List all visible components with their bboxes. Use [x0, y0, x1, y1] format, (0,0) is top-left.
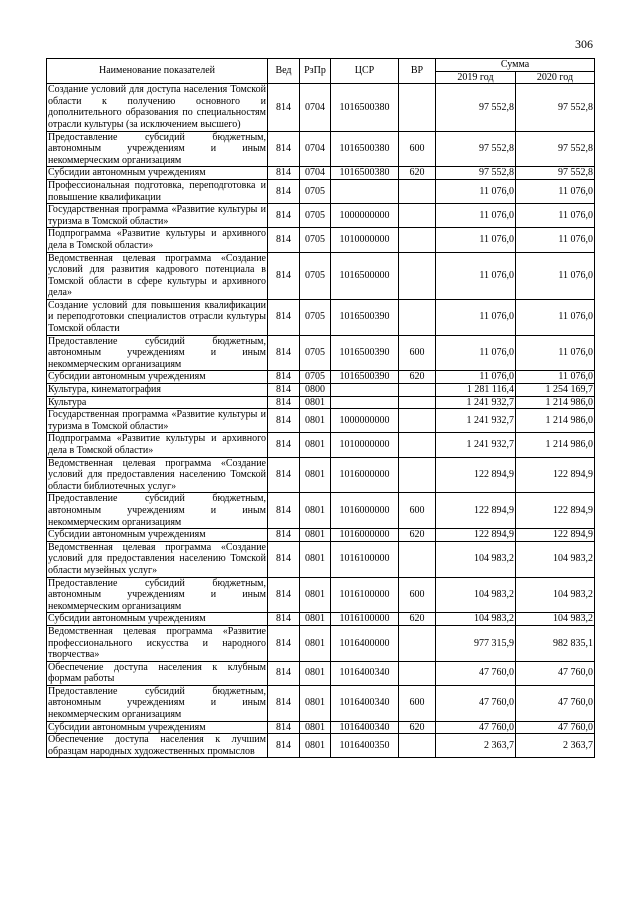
row-name: Предоставление субсидий бюджетным, автономным учреждениям и иным некоммерческим организациям [48, 577, 266, 612]
row-csr: 1016100000 [331, 541, 399, 577]
table-row [47, 204, 595, 228]
row-csr: 1016100000 [331, 613, 399, 626]
row-ved: 814 [268, 204, 300, 228]
header-vr: ВР [399, 59, 436, 84]
table-row [47, 179, 595, 203]
row-amount-2019: 11 076,0 [436, 299, 516, 335]
row-ved: 814 [268, 577, 300, 613]
row-ved: 814 [268, 396, 300, 409]
row-vr [399, 84, 436, 131]
row-csr: 1016100000 [331, 577, 399, 613]
table-row [47, 541, 595, 577]
row-rzpr: 0704 [300, 84, 331, 131]
row-amount-2019: 47 760,0 [436, 685, 516, 721]
row-amount-2020: 47 760,0 [516, 661, 595, 685]
row-amount-2019: 11 076,0 [436, 371, 516, 384]
row-csr: 1016500380 [331, 84, 399, 131]
row-amount-2020: 11 076,0 [516, 371, 595, 384]
row-amount-2020: 104 983,2 [516, 577, 595, 613]
row-vr [399, 661, 436, 685]
table-row [47, 721, 595, 734]
row-rzpr: 0801 [300, 685, 331, 721]
row-ved: 814 [268, 371, 300, 384]
row-amount-2019: 11 076,0 [436, 335, 516, 371]
table-row [47, 252, 595, 299]
row-rzpr: 0801 [300, 529, 331, 542]
row-rzpr: 0801 [300, 396, 331, 409]
row-ved: 814 [268, 493, 300, 529]
row-csr [331, 179, 399, 203]
row-csr: 1016000000 [331, 529, 399, 542]
row-name: Субсидии автономным учреждениям [47, 371, 268, 384]
header-name: Наименование показателей [47, 59, 268, 84]
row-name: Создание условий для повышения квалификации и переподготовки специалистов отрасли культуры Томской области [48, 299, 266, 335]
table-body [47, 84, 595, 758]
row-vr [399, 396, 436, 409]
table-row [47, 734, 595, 758]
row-name: Субсидии автономным учреждениям [47, 721, 268, 734]
row-ved: 814 [268, 384, 300, 397]
row-amount-2019: 104 983,2 [436, 613, 516, 626]
header-sum: Сумма [436, 59, 595, 72]
table-row [47, 625, 595, 661]
row-rzpr: 0801 [300, 493, 331, 529]
row-ved: 814 [268, 299, 300, 335]
row-vr [399, 433, 436, 457]
table-row [47, 167, 595, 180]
row-rzpr: 0705 [300, 252, 331, 299]
row-csr [331, 384, 399, 397]
row-ved: 814 [268, 228, 300, 252]
row-amount-2020: 11 076,0 [516, 252, 595, 299]
row-ved: 814 [268, 721, 300, 734]
row-vr [399, 457, 436, 493]
row-amount-2020: 47 760,0 [516, 685, 595, 721]
row-amount-2020: 11 076,0 [516, 228, 595, 252]
row-ved: 814 [268, 625, 300, 661]
row-amount-2019: 1 241 932,7 [436, 433, 516, 457]
row-csr: 1016500390 [331, 335, 399, 371]
row-amount-2020: 104 983,2 [516, 541, 595, 577]
row-csr: 1000000000 [331, 409, 399, 433]
row-ved: 814 [268, 131, 300, 167]
row-amount-2020: 122 894,9 [516, 529, 595, 542]
row-vr: 600 [399, 577, 436, 613]
row-vr: 620 [399, 529, 436, 542]
table-row [47, 384, 595, 397]
row-name: Обеспечение доступа населения к лучшим образцам народных художественных промыслов [48, 734, 266, 757]
row-vr: 620 [399, 167, 436, 180]
row-vr [399, 228, 436, 252]
row-amount-2019: 122 894,9 [436, 493, 516, 529]
header-2020: 2020 год [516, 71, 595, 84]
row-csr: 1016500380 [331, 167, 399, 180]
row-vr [399, 299, 436, 335]
row-name: Предоставление субсидий бюджетным, автономным учреждениям и иным некоммерческим организациям [48, 685, 266, 721]
row-csr: 1016400000 [331, 625, 399, 661]
page-number: 306 [575, 37, 593, 51]
row-amount-2020: 104 983,2 [516, 613, 595, 626]
row-amount-2019: 104 983,2 [436, 541, 516, 577]
row-name: Предоставление субсидий бюджетным, автономным учреждениям и иным некоммерческим организациям [48, 493, 266, 528]
row-amount-2019: 97 552,8 [436, 167, 516, 180]
row-csr: 1016500390 [331, 299, 399, 335]
header-csr: ЦСР [331, 59, 399, 84]
row-vr [399, 384, 436, 397]
row-name: Ведомственная целевая программа «Создание условий для предоставления населению Томской области библиотечных услуг» [48, 457, 266, 492]
header-ved: Вед [268, 59, 300, 84]
row-ved: 814 [268, 734, 300, 758]
table-row [47, 335, 595, 371]
row-vr [399, 734, 436, 758]
row-rzpr: 0705 [300, 371, 331, 384]
row-csr: 1010000000 [331, 228, 399, 252]
header-2019: 2019 год [436, 71, 516, 84]
row-rzpr: 0705 [300, 179, 331, 203]
row-rzpr: 0801 [300, 457, 331, 493]
row-rzpr: 0801 [300, 734, 331, 758]
row-rzpr: 0801 [300, 625, 331, 661]
row-vr [399, 625, 436, 661]
budget-table [46, 58, 595, 758]
row-ved: 814 [268, 685, 300, 721]
row-name: Культура, кинематография [47, 384, 268, 397]
row-name: Предоставление субсидий бюджетным, автономным учреждениям и иным некоммерческим организациям [48, 131, 266, 166]
table-row [47, 685, 595, 721]
table-row [47, 661, 595, 685]
row-rzpr: 0704 [300, 167, 331, 180]
row-csr: 1016400340 [331, 685, 399, 721]
row-ved: 814 [268, 252, 300, 299]
row-vr: 600 [399, 131, 436, 167]
row-vr: 600 [399, 493, 436, 529]
header-rzpr: РзПр [300, 59, 331, 84]
row-amount-2019: 97 552,8 [436, 84, 516, 131]
row-rzpr: 0705 [300, 335, 331, 371]
row-vr [399, 204, 436, 228]
row-amount-2019: 97 552,8 [436, 131, 516, 167]
row-amount-2020: 1 214 986,0 [516, 396, 595, 409]
row-amount-2020: 11 076,0 [516, 204, 595, 228]
row-amount-2020: 11 076,0 [516, 179, 595, 203]
row-name: Ведомственная целевая программа «Создание условий для развития кадрового потенциала в Томской области в сфере культуры и архивного дела» [48, 252, 266, 299]
row-name: Субсидии автономным учреждениям [47, 167, 268, 180]
row-ved: 814 [268, 167, 300, 180]
row-amount-2019: 122 894,9 [436, 529, 516, 542]
row-csr: 1016400340 [331, 661, 399, 685]
row-ved: 814 [268, 335, 300, 371]
row-amount-2019: 11 076,0 [436, 179, 516, 203]
row-amount-2020: 122 894,9 [516, 493, 595, 529]
row-amount-2020: 11 076,0 [516, 335, 595, 371]
table-row [47, 493, 595, 529]
table-row [47, 228, 595, 252]
row-vr [399, 409, 436, 433]
row-amount-2020: 1 214 986,0 [516, 409, 595, 433]
row-rzpr: 0705 [300, 299, 331, 335]
row-vr: 600 [399, 685, 436, 721]
row-csr: 1016500390 [331, 371, 399, 384]
row-amount-2019: 122 894,9 [436, 457, 516, 493]
row-csr: 1016400340 [331, 721, 399, 734]
row-amount-2020: 2 363,7 [516, 734, 595, 758]
row-ved: 814 [268, 661, 300, 685]
row-amount-2020: 1 254 169,7 [516, 384, 595, 397]
row-rzpr: 0705 [300, 228, 331, 252]
row-name: Ведомственная целевая программа «Создание условий для предоставления населению Томской области музейных услуг» [48, 541, 266, 576]
table-row [47, 299, 595, 335]
row-amount-2019: 11 076,0 [436, 252, 516, 299]
row-rzpr: 0801 [300, 661, 331, 685]
row-amount-2019: 47 760,0 [436, 661, 516, 685]
row-amount-2019: 104 983,2 [436, 577, 516, 613]
row-amount-2020: 982 835,1 [516, 625, 595, 661]
table-row [47, 577, 595, 613]
row-name: Субсидии автономным учреждениям [47, 529, 268, 542]
table-row [47, 409, 595, 433]
table-row [47, 396, 595, 409]
row-amount-2020: 47 760,0 [516, 721, 595, 734]
row-ved: 814 [268, 457, 300, 493]
row-rzpr: 0801 [300, 409, 331, 433]
row-amount-2019: 1 241 932,7 [436, 396, 516, 409]
row-ved: 814 [268, 541, 300, 577]
row-csr: 1016500380 [331, 131, 399, 167]
row-rzpr: 0800 [300, 384, 331, 397]
row-amount-2020: 97 552,8 [516, 131, 595, 167]
row-rzpr: 0801 [300, 577, 331, 613]
row-amount-2020: 11 076,0 [516, 299, 595, 335]
row-amount-2019: 11 076,0 [436, 228, 516, 252]
row-vr: 620 [399, 613, 436, 626]
row-csr [331, 396, 399, 409]
row-name: Обеспечение доступа населения к клубным формам работы [48, 661, 266, 685]
row-ved: 814 [268, 613, 300, 626]
row-rzpr: 0801 [300, 721, 331, 734]
row-vr: 600 [399, 335, 436, 371]
row-name: Ведомственная целевая программа «Развитие профессионального искусства и народного творчества» [48, 625, 266, 661]
row-name: Подпрограмма «Развитие культуры и архивного дела в Томской области» [48, 228, 266, 251]
row-name: Профессиональная подготовка, переподготовка и повышение квалификации [48, 179, 266, 203]
table-row [47, 131, 595, 167]
table-row [47, 433, 595, 457]
row-amount-2019: 11 076,0 [436, 204, 516, 228]
row-amount-2020: 1 214 986,0 [516, 433, 595, 457]
table-row [47, 613, 595, 626]
row-ved: 814 [268, 433, 300, 457]
row-vr: 620 [399, 721, 436, 734]
table-row [47, 371, 595, 384]
row-name: Субсидии автономным учреждениям [47, 613, 268, 626]
row-name: Предоставление субсидий бюджетным, автономным учреждениям и иным некоммерческим организациям [48, 335, 266, 370]
row-vr: 620 [399, 371, 436, 384]
row-amount-2019: 2 363,7 [436, 734, 516, 758]
row-amount-2019: 1 281 116,4 [436, 384, 516, 397]
row-csr: 1010000000 [331, 433, 399, 457]
row-vr [399, 541, 436, 577]
row-name: Культура [47, 396, 268, 409]
row-ved: 814 [268, 529, 300, 542]
row-name: Создание условий для доступа населения Томской области к получению основного и дополнительного образования по специальностям отрасли культуры (за исключением высшего) [48, 84, 266, 130]
row-amount-2020: 97 552,8 [516, 167, 595, 180]
row-csr: 1016000000 [331, 457, 399, 493]
row-rzpr: 0801 [300, 541, 331, 577]
row-rzpr: 0704 [300, 131, 331, 167]
row-rzpr: 0705 [300, 204, 331, 228]
row-amount-2019: 1 241 932,7 [436, 409, 516, 433]
row-vr [399, 179, 436, 203]
row-name: Подпрограмма «Развитие культуры и архивного дела в Томской области» [48, 433, 266, 456]
row-amount-2020: 122 894,9 [516, 457, 595, 493]
table-row [47, 84, 595, 131]
row-ved: 814 [268, 409, 300, 433]
row-csr: 1016000000 [331, 493, 399, 529]
row-amount-2019: 977 315,9 [436, 625, 516, 661]
row-name: Государственная программа «Развитие культуры и туризма в Томской области» [48, 409, 266, 432]
row-rzpr: 0801 [300, 433, 331, 457]
row-amount-2019: 47 760,0 [436, 721, 516, 734]
row-vr [399, 252, 436, 299]
row-ved: 814 [268, 179, 300, 203]
row-ved: 814 [268, 84, 300, 131]
row-amount-2020: 97 552,8 [516, 84, 595, 131]
row-csr: 1016400350 [331, 734, 399, 758]
row-rzpr: 0801 [300, 613, 331, 626]
row-csr: 1000000000 [331, 204, 399, 228]
table-row [47, 529, 595, 542]
row-name: Государственная программа «Развитие культуры и туризма в Томской области» [48, 204, 266, 227]
table-row [47, 457, 595, 493]
row-csr: 1016500000 [331, 252, 399, 299]
